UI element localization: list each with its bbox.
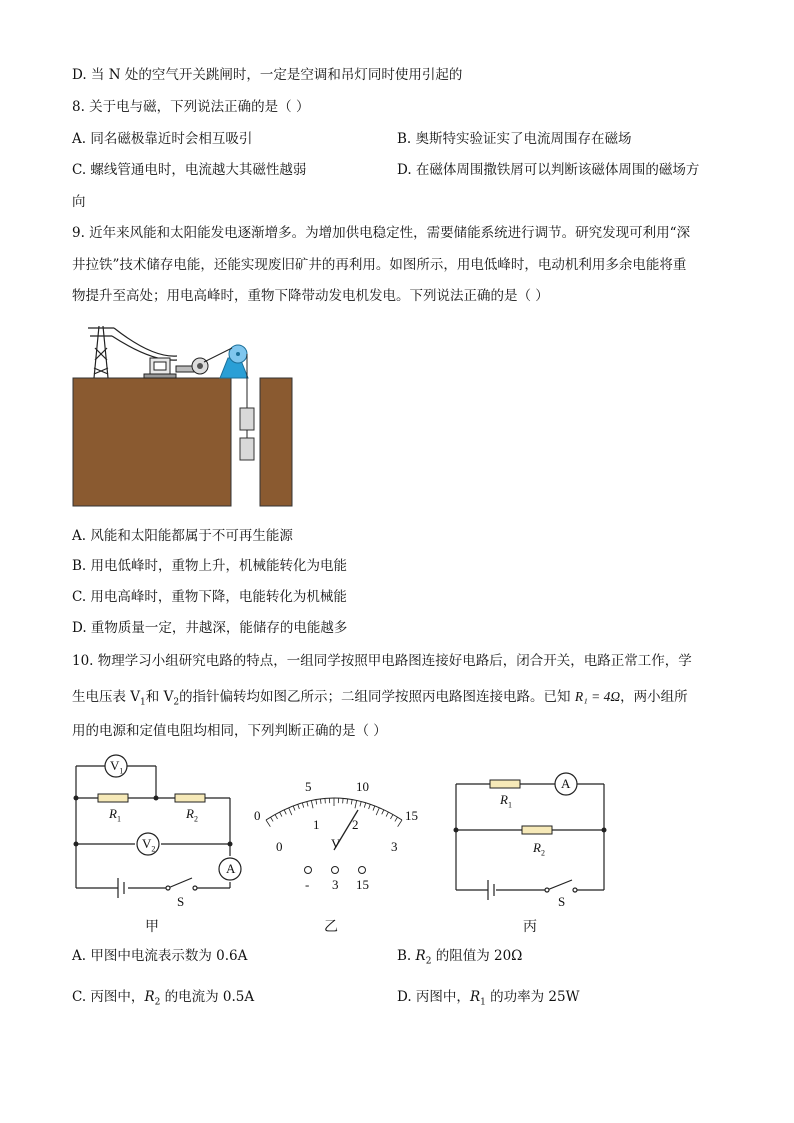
terminal-minus: - — [305, 877, 310, 892]
q10-text-c: 的指针偏转均如图乙所示；二组同学按照丙电路图连接电路。已知 — [179, 689, 571, 705]
q8-option-b: B. 奥斯特实验证实了电流周围存在磁场 — [397, 131, 632, 147]
yi-caption: 乙 — [324, 920, 338, 935]
jia-r1-label: $R_1$ — [109, 806, 121, 824]
q9-stem-line3: 物提升至高处；用电高峰时，重物下降带动发电机发电。下列说法正确的是（ ） — [72, 288, 549, 304]
q9-option-c: C. 用电高峰时，重物下降，电能转化为机械能 — [72, 589, 347, 605]
q8-option-d: D. 在磁体周围撒铁屑可以判断该磁体周围的磁场方 — [397, 162, 700, 178]
q10-sub-2: 2 — [173, 697, 180, 708]
q10-text-d: ，两小组所 — [620, 689, 688, 705]
jia-v2-label: $V_2$ — [142, 836, 156, 854]
q10-sub-1: 1 — [140, 697, 146, 708]
bing-caption: 丙 — [523, 920, 537, 935]
dial-tick — [311, 800, 313, 808]
bing-ammeter-label: A — [561, 776, 571, 791]
dial-bottom-3: 3 — [391, 839, 398, 854]
circuit-bing — [452, 770, 612, 898]
jia-caption: 甲 — [145, 920, 159, 935]
q8-option-d-cont: 向 — [72, 194, 86, 210]
q10-option-a: A. 甲图中电流表示数为 0.6A — [72, 948, 248, 964]
dial-tick — [271, 817, 274, 821]
dial-tick — [298, 804, 300, 809]
dial-top-5: 5 — [305, 779, 312, 794]
bing-r2-label: $R_2$ — [533, 840, 545, 858]
circuit-jia — [70, 748, 240, 898]
dial-bottom-2: 2 — [352, 817, 359, 832]
dial-tick — [284, 810, 286, 815]
dial-tick — [398, 820, 402, 827]
terminal-3: 3 — [332, 877, 339, 892]
dial-tick — [376, 808, 379, 815]
jia-v1-label: $V_1$ — [110, 758, 124, 776]
dial-tick — [395, 817, 398, 821]
dial-tick — [390, 815, 392, 819]
dial-tick — [373, 806, 375, 811]
jia-r2-label: $R_2$ — [186, 806, 198, 824]
bing-switch-label: S — [558, 894, 566, 909]
dial-top-0: 0 — [254, 808, 261, 823]
dial-tick — [293, 806, 295, 811]
dial-tick — [320, 799, 321, 804]
dial-tick — [382, 810, 384, 815]
q9-stem-line2: 井拉铁”技术储存电能，还能实现废旧矿井的再利用。如图所示，用电低峰时，电动机利用多余电能将重 — [72, 257, 687, 273]
q10-stem-line1: 10. 物理学习小组研究电路的特点，一组同学按照甲电路图连接好电路后，闭合开关，电路正常工作，学 — [72, 653, 692, 669]
dial-tick — [275, 815, 277, 819]
dial-tick — [347, 799, 348, 804]
voltmeter-terminals — [300, 864, 370, 876]
dial-top-10: 10 — [356, 779, 369, 794]
q10-option-c: C. 丙图中，$R_2$ 的电流为 0.5A — [72, 989, 255, 1008]
q9-option-a: A. 风能和太阳能都属于不可再生能源 — [72, 528, 293, 544]
dial-tick — [386, 812, 388, 816]
dial-tick — [351, 800, 352, 805]
q7-option-d: D. 当 N 处的空气开关跳闸时，一定是空调和吊灯同时使用引起的 — [72, 67, 463, 83]
dial-tick — [364, 803, 365, 808]
q9-stem-line1: 9. 近年来风能和太阳能发电逐渐增多。为增加供电稳定性，需要储能系统进行调节。研究发现可利用“深 — [72, 225, 691, 241]
dial-tick — [316, 800, 317, 805]
dial-tick — [369, 804, 371, 809]
q10-r1-equation: R₁ = 4Ω — [574, 689, 621, 704]
q10-option-d: D. 丙图中，$R_1$ 的功率为 25W — [397, 989, 580, 1008]
dial-top-15: 15 — [405, 808, 418, 823]
dial-tick — [355, 800, 357, 808]
dial-tick — [302, 803, 303, 808]
q10-option-b: B. $R_2$ 的阻值为 20Ω — [397, 948, 523, 967]
q9-well-figure — [72, 318, 297, 510]
terminal-15: 15 — [356, 877, 369, 892]
q9-option-b: B. 用电低峰时，重物上升，机械能转化为电能 — [72, 558, 348, 574]
jia-ammeter-label: A — [226, 861, 236, 876]
q10-text-a: 生电压表 V — [72, 689, 141, 705]
q10-stem-line3: 用的电源和定值电阻均相同，下列判断正确的是（ ） — [72, 723, 387, 739]
dial-tick — [360, 802, 361, 807]
bing-r1-label: $R_1$ — [500, 792, 512, 810]
dial-tick — [266, 820, 270, 827]
q10-stem-line2 — [72, 688, 688, 712]
dial-tick — [280, 812, 282, 816]
q8-stem: 8. 关于电与磁，下列说法正确的是（ ） — [72, 99, 310, 115]
jia-switch-label: S — [177, 894, 185, 909]
q8-option-c: C. 螺线管通电时，电流越大其磁性越弱 — [72, 162, 307, 178]
dial-bottom-1: 1 — [313, 817, 320, 832]
dial-tick — [289, 808, 292, 815]
dial-tick — [307, 802, 308, 807]
q10-text-b: 和 V — [145, 689, 174, 705]
dial-unit: V — [331, 836, 341, 851]
dial-bottom-0: 0 — [276, 839, 283, 854]
q9-option-d: D. 重物质量一定，井越深，能储存的电能越多 — [72, 620, 348, 636]
q8-option-a: A. 同名磁极靠近时会相互吸引 — [72, 131, 253, 147]
